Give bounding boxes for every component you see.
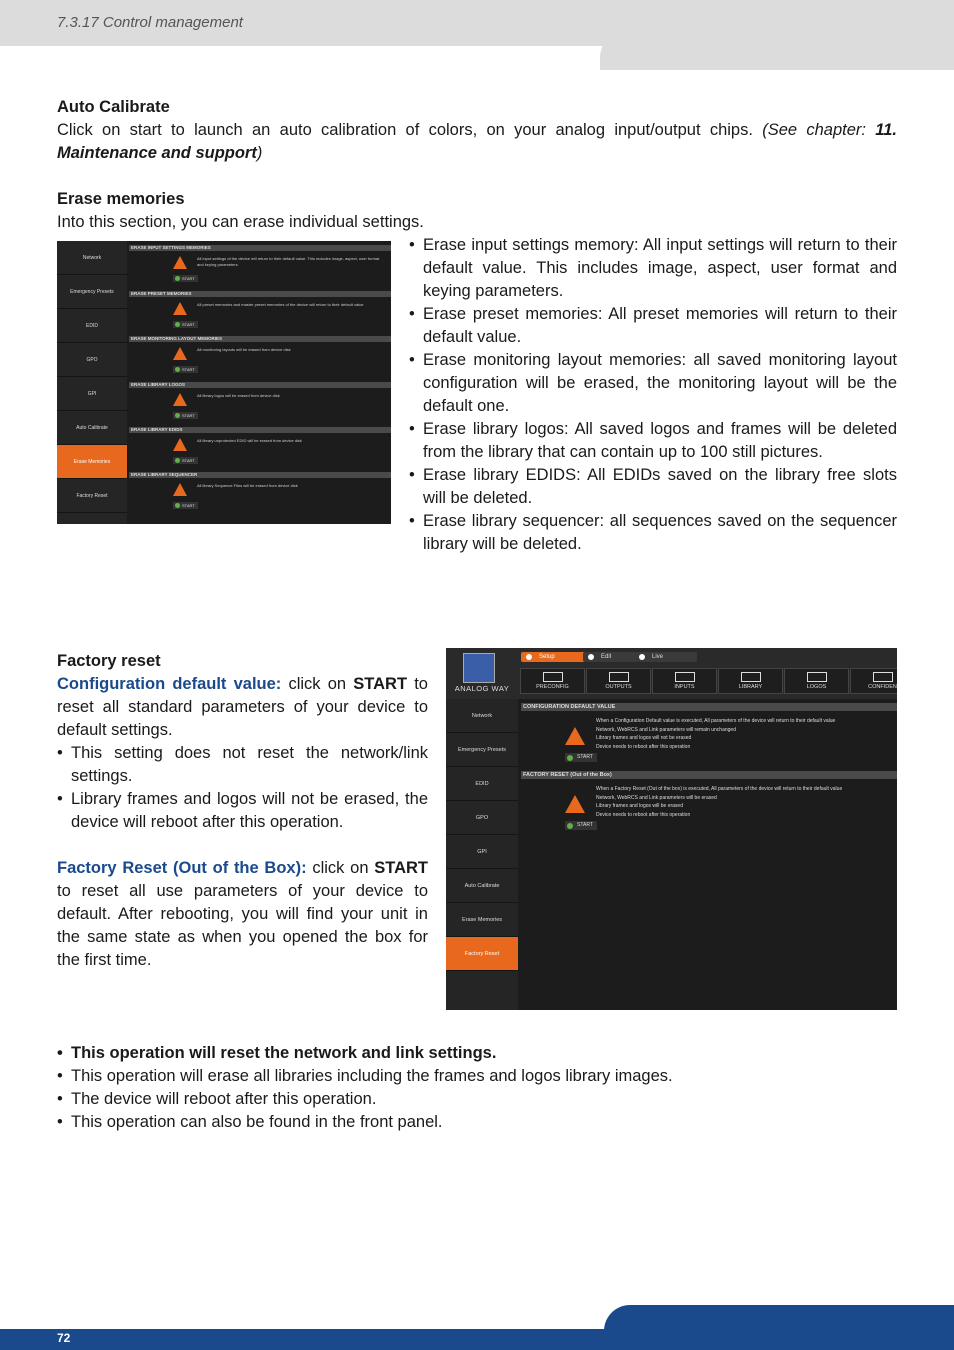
sidebar [57,241,127,524]
factory-reset-heading: Factory reset [57,652,161,670]
library-icon [741,672,761,682]
list-item: • Erase monitoring layout memories: all saved monitoring layout configuration will be erased, the monitoring layout will be the default one. [409,349,897,418]
reset-section [521,703,897,769]
sidebar-item-edid[interactable]: EDID [446,767,518,801]
warning-icon [565,727,585,745]
section-title: 7.3.17 Control management [57,14,243,31]
config-text-1: click on [281,675,354,693]
start-button[interactable]: START [565,821,597,830]
list-item: • Erase library sequencer: all sequences saved on the sequencer library will be deleted. [409,510,897,556]
sidebar-item-gpi[interactable]: GPI [446,835,518,869]
mode-tab-edit[interactable]: Edit [583,652,646,662]
mode-tab-live[interactable]: Live [634,652,697,662]
warning-icon [173,483,187,496]
analog-way-logo [446,648,518,699]
sidebar-item-erase-memories[interactable]: Erase Memories [57,445,127,479]
config-default-label: Configuration default value: [57,675,282,693]
section-title: CONFIGURATION DEFAULT VALUE [521,703,897,711]
message-line: Network, WebRCS and Link parameters will remain unchanged [596,726,736,733]
sidebar-item-factory-reset[interactable]: Factory Reset [446,937,518,971]
sidebar-item-auto-calibrate[interactable]: Auto Calibrate [446,869,518,903]
factory-reset-screenshot [446,648,897,1010]
sidebar-item-erase-memories[interactable]: Erase Memories [446,903,518,937]
auto-calibrate-heading: Auto Calibrate [57,98,170,116]
erase-memories-intro: Into this section, you can erase individual settings. [57,213,424,231]
toolbar-label: CONFIDEN [868,684,897,690]
see-chapter-ref: 11. Maintenance and support [57,121,897,162]
sidebar-item-emergency-presets[interactable]: Emergency Presets [446,733,518,767]
erase-section [129,427,391,472]
start-button[interactable]: START [173,275,198,282]
sidebar-item-auto-calibrate[interactable]: Auto Calibrate [57,411,127,445]
warning-icon [173,302,187,315]
message-line: Library frames and logos will not be erased [596,735,692,741]
out-of-box-label: Factory Reset (Out of the Box): [57,859,307,877]
list-item: • Erase library logos: All saved logos and frames will be deleted from the library that can contain up to 100 still pictures. [409,418,897,464]
footer-band [0,1329,954,1350]
erase-section [129,245,391,290]
message-line: Device needs to reboot after this operation [596,743,691,750]
section-message: All input settings of the device will return to their default value. This includes image, aspect, user format and keying parameters [197,256,380,267]
list-item: • This setting does not reset the network/link settings. [57,742,428,788]
toolbar-label: OUTPUTS [605,684,632,690]
notes-block [57,1042,897,1134]
start-button[interactable]: START [173,321,198,328]
list-item: • Erase preset memories: All preset memories will return to their default value. [409,303,897,349]
warning-icon [173,347,187,360]
factory-reset-block [57,650,428,972]
list-item: • Library frames and logos will not be erased, the device will reboot after this operation. [57,788,428,834]
section-message: All library logos will be erased from device disk [197,393,280,398]
user-icon [873,672,893,682]
toolbar-confidence[interactable] [850,668,897,694]
toolbar-library[interactable] [718,668,783,694]
see-chapter-prefix: (See chapter: [762,121,876,139]
start-button[interactable]: START [173,502,198,509]
warning-icon [173,256,187,269]
toolbar-label: PRECONFIG [536,684,569,690]
message-line: When a Factory Reset (Out of the box) is executed, All parameters of the device will return to their default value [596,786,843,792]
section-message [596,717,896,751]
erase-memories-header [57,188,897,234]
list-item: • This operation will reset the network and link settings. [57,1042,897,1065]
sidebar-item-edid[interactable]: EDID [57,309,127,343]
message-line: Library frames and logos will be erased [596,803,683,809]
header-tab-shape [600,30,954,70]
section-title: ERASE LIBRARY EDIDS [129,427,391,433]
otb-text-2: to reset all use parameters of your device to default. After rebooting, you will find your unit in the same state as when you opened the box for the first time. [57,882,428,969]
logo-icon [463,653,495,683]
out-of-box-paragraph [57,857,428,972]
sidebar-item-factory-reset[interactable]: Factory Reset [57,479,127,513]
toolbar-inputs[interactable] [652,668,717,694]
config-text-2: to reset all standard parameters of your device to default settings. [57,675,428,739]
auto-calibrate-description: Click on start to launch an auto calibration of colors, on your analog input/output chips. [57,121,763,139]
section-title: ERASE PRESET MEMORIES [129,291,391,297]
warning-icon [173,438,187,451]
erase-memories-screenshot [57,241,391,524]
auto-calibrate-text [57,119,897,165]
logo-text: ANALOG WAY [454,684,510,693]
sidebar-item-network[interactable]: Network [446,699,518,733]
toolbar-label: LIBRARY [738,684,763,690]
sidebar-item-emergency-presets[interactable]: Emergency Presets [57,275,127,309]
config-default-paragraph [57,673,428,742]
start-button[interactable]: START [173,412,198,419]
reset-section [521,771,897,837]
section-title: ERASE INPUT SETTINGS MEMORIES [129,245,391,251]
auto-calibrate-block [57,96,897,165]
toolbar-label: INPUTS [674,684,695,690]
list-item: • Erase input settings memory: All input settings will return to their default value. This includes image, aspect, user format and keying parameters. [409,234,897,303]
otb-text-1: click on [306,859,375,877]
warning-icon [565,795,585,813]
toolbar-logos[interactable] [784,668,849,694]
sidebar [446,699,518,1010]
section-message [596,785,896,819]
warning-icon [173,393,187,406]
section-message: All library unprotected EDID will be erased from device disk [197,438,302,443]
mode-tab-setup[interactable]: Setup [521,652,595,662]
list-item: • Erase library EDIDS: All EDIDs saved on the library free slots will be deleted. [409,464,897,510]
section-message: All monitoring layouts will be erased from device disk [197,347,291,352]
logos-icon [807,672,827,682]
erase-section [129,382,391,427]
section-title: ERASE LIBRARY SEQUENCER [129,472,391,478]
erase-memories-list [409,234,897,556]
sidebar-item-gpi[interactable]: GPI [57,377,127,411]
toolbar-outputs[interactable] [586,668,651,694]
section-title: FACTORY RESET (Out of the Box) [521,771,897,779]
erase-section [129,291,391,336]
erase-section [129,472,391,517]
message-line: Device needs to reboot after this operation [596,811,691,818]
preconfig-icon [543,672,563,682]
erase-memories-heading: Erase memories [57,190,185,208]
section-title: ERASE LIBRARY LOGOS [129,382,391,388]
otb-start-word: START [374,859,429,877]
outputs-icon [609,672,629,682]
sidebar-item-gpo[interactable]: GPO [446,801,518,835]
erase-section [129,336,391,381]
message-line: Network, WebRCS and Link parameters will be erased [596,794,717,801]
sidebar-item-gpo[interactable]: GPO [57,343,127,377]
config-start-word: START [353,675,408,693]
section-title: ERASE MONITORING LAYOUT MEMORIES [129,336,391,342]
start-button[interactable]: START [173,457,198,464]
list-item: • This operation can also be found in the front panel. [57,1111,897,1134]
start-button[interactable]: START [173,366,198,373]
section-message: All library Sequence Files will be erased from device disk [197,483,298,488]
list-item: • This operation will erase all libraries including the frames and logos library images. [57,1065,897,1088]
section-message: All preset memories and master preset memories of the device will return to their default value [197,302,364,307]
list-item: • The device will reboot after this operation. [57,1088,897,1111]
top-toolbar [518,648,897,699]
see-chapter-suffix: ) [256,144,263,162]
toolbar-preconfig[interactable] [520,668,585,694]
toolbar-label: LOGOS [806,684,827,690]
start-button[interactable]: START [565,753,597,762]
message-line: When a Configuration Default value is executed, All parameters of the device will return to their default value [596,718,836,724]
sidebar-item-network[interactable]: Network [57,241,127,275]
page-number: 72 [57,1331,71,1345]
inputs-icon [675,672,695,682]
